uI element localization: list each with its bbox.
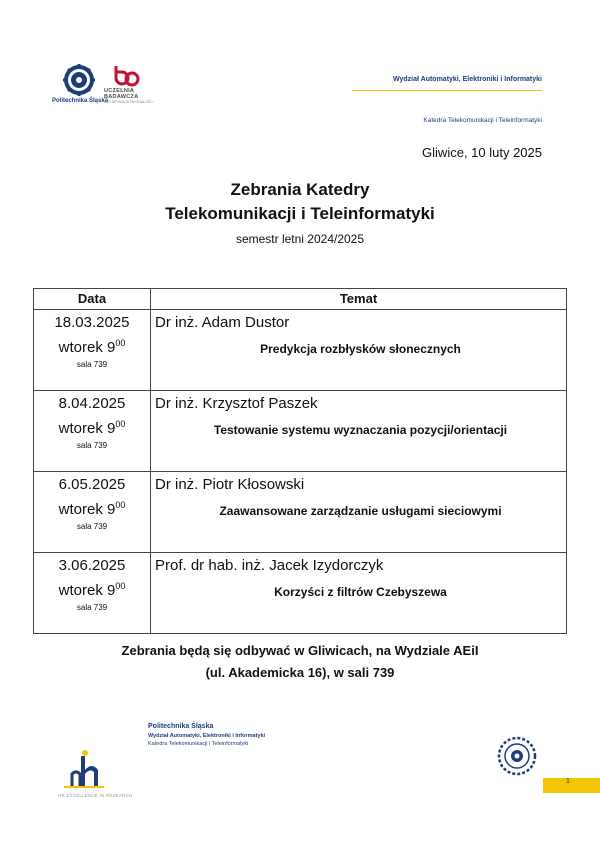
ub-logo-line1: UCZELNIA	[104, 88, 135, 94]
title-line-2: Telekomunikacji i Teleinformatyki	[165, 204, 435, 223]
talk-topic: Korzyści z filtrów Czebyszewa	[274, 585, 447, 599]
topic-cell	[151, 391, 567, 472]
meeting-day: wtorek 9	[58, 339, 116, 356]
university-seal	[497, 736, 537, 781]
topic-cell	[151, 553, 567, 634]
meeting-date: 6.05.2025	[58, 476, 126, 493]
hr-logo-icon	[62, 748, 106, 790]
meeting-time	[34, 333, 150, 358]
topic-cell	[151, 310, 567, 391]
header-separator: .	[540, 103, 542, 109]
ub-logo-line3: INICJATYWA DOSKONAŁOŚCI	[104, 100, 154, 104]
meeting-date: 18.03.2025	[54, 314, 130, 331]
talk-topic: Testowanie systemu wyznaczania pozycji/orientacji	[213, 423, 508, 437]
seal-icon	[497, 736, 537, 776]
semester-label: semestr letni 2024/2025	[235, 232, 365, 246]
talk-topic: Predykcja rozbłysków słonecznych	[260, 342, 461, 356]
date-cell	[34, 472, 151, 553]
meeting-time-minutes: 00	[115, 419, 126, 429]
meeting-room: sala 739	[76, 522, 108, 531]
university-crest-icon	[63, 64, 95, 96]
column-header-topic: Temat	[151, 289, 567, 310]
meeting-day: wtorek 9	[58, 420, 116, 437]
speaker-name: Dr inż. Krzysztof Paszek	[155, 395, 318, 412]
department-header: Katedra Telekomunikacji i Teleinformatyki	[423, 117, 542, 124]
column-header-date: Data	[34, 289, 151, 310]
date-cell	[34, 310, 151, 391]
document-date: Gliwice, 10 luty 2025	[422, 145, 542, 160]
meeting-room: sala 739	[76, 603, 108, 612]
hr-excellence-logo	[62, 748, 106, 795]
meeting-time-minutes: 00	[115, 581, 126, 591]
politechnika-slaska-logo	[52, 64, 109, 105]
meeting-room: sala 739	[76, 360, 108, 369]
title-line-1: Zebrania Katedry	[230, 180, 370, 199]
table-row	[34, 472, 567, 553]
meeting-time-minutes: 00	[115, 338, 126, 348]
talk-topic: Zaawansowane zarządzanie usługami sieciowymi	[219, 504, 502, 518]
meeting-date: 3.06.2025	[58, 557, 126, 574]
schedule-table	[33, 288, 567, 634]
page-number: 1	[566, 778, 570, 785]
footer-department: Katedra Telekomunikacji i Teleinformatyki	[148, 741, 249, 747]
meeting-time	[34, 576, 150, 601]
footer-university: Politechnika Śląska	[148, 723, 214, 730]
meeting-time	[34, 495, 150, 520]
date-cell	[34, 391, 151, 472]
meeting-room: sala 739	[76, 441, 108, 450]
topic-cell	[151, 472, 567, 553]
footer-faculty: Wydział Automatyki, Elektroniki i Informatyki	[148, 733, 266, 739]
ub-mark-icon	[112, 64, 142, 88]
meeting-time	[34, 414, 150, 439]
speaker-name: Dr inż. Adam Dustor	[155, 314, 290, 331]
ps-logo-text: Politechnika Śląska	[52, 98, 109, 104]
meeting-time-minutes: 00	[115, 500, 126, 510]
hr-caption: HR EXCELLENCE IN RESEARCH	[58, 793, 133, 798]
ub-logo-line2: BADAWCZA	[104, 94, 139, 100]
meeting-day: wtorek 9	[58, 501, 116, 518]
document-title	[0, 178, 600, 226]
header-rule	[352, 90, 542, 91]
table-row	[34, 391, 567, 472]
meeting-day: wtorek 9	[58, 582, 116, 599]
footer-address	[148, 722, 265, 748]
meeting-date: 8.04.2025	[58, 395, 126, 412]
location-note-line-1: Zebrania będą się odbywać w Gliwicach, na Wydziale AEiI	[121, 643, 479, 658]
date-cell	[34, 553, 151, 634]
location-note	[0, 640, 600, 684]
uczelnia-badawcza-logo	[104, 64, 154, 105]
footer-accent-bar	[543, 778, 600, 793]
table-row	[34, 310, 567, 391]
location-note-line-2: (ul. Akademicka 16), w sali 739	[205, 665, 395, 680]
faculty-header: Wydział Automatyki, Elektroniki i Informatyki	[393, 76, 542, 83]
speaker-name: Dr inż. Piotr Kłosowski	[155, 476, 305, 493]
speaker-name: Prof. dr hab. inż. Jacek Izydorczyk	[155, 557, 384, 574]
table-header-row	[34, 289, 567, 310]
table-row	[34, 553, 567, 634]
